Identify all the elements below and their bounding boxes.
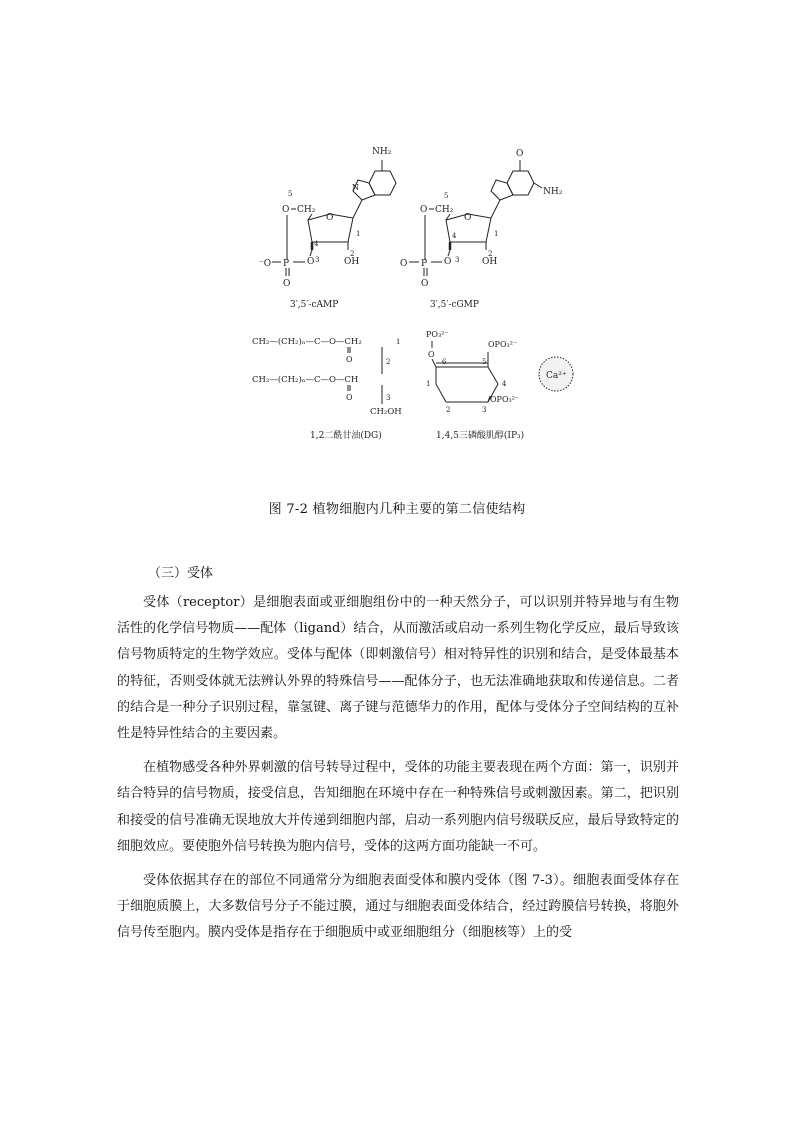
ip3-po3-right2: OPO₃²⁻ bbox=[490, 395, 520, 404]
structures-drawing bbox=[250, 138, 590, 456]
dg-n3: 3 bbox=[386, 394, 391, 402]
calcium-ion bbox=[539, 357, 573, 391]
cgmp-ring-o: O bbox=[464, 213, 472, 223]
cgmp-n4: 4 bbox=[452, 232, 457, 240]
camp-oh: OH bbox=[344, 257, 360, 267]
cgmp-ch2: CH₂ bbox=[435, 205, 454, 215]
camp-structure bbox=[259, 147, 396, 310]
cgmp-o3: O bbox=[444, 257, 452, 267]
cgmp-oh: OH bbox=[482, 257, 498, 267]
dg-n1: 1 bbox=[396, 338, 401, 346]
cgmp-nh2: NH₂ bbox=[543, 187, 563, 197]
ip3-n1: 1 bbox=[426, 380, 431, 388]
camp-label: 3′,5′-cAMP bbox=[290, 300, 339, 310]
camp-n5: 5 bbox=[288, 190, 293, 198]
paragraph-1: 受体（receptor）是细胞表面或亚细胞组份中的一种天然分子，可以识别并特异地与有生物活性的化学信号物质——配体（ligand）结合，从而激活或启动一系列生物化学反应，最后导致该信号物质特定的生物学效应。受体与配体（即刺激信号）相对特异性的识别和结合，是受体最基本的特征，否则受体就无法辨认外界的特殊信号——配体分子，也无法准确地获取和传递信息。二者的结合是一种分子识别过程，靠氢键、离子键与范德华力的作用，配体与受体分子空间结构的互补性是特异性结合的主要因素。 bbox=[117, 595, 679, 742]
camp-ch2: CH₂ bbox=[297, 205, 316, 215]
camp-n2: 2 bbox=[350, 250, 355, 258]
camp-ring-o: O bbox=[326, 213, 334, 223]
dg-n2: 2 bbox=[386, 358, 391, 366]
dg-structure bbox=[252, 336, 402, 441]
ip3-n5: 5 bbox=[482, 358, 487, 366]
cgmp-n1: 1 bbox=[494, 230, 499, 238]
camp-nh2: NH₂ bbox=[372, 147, 392, 157]
cgmp-carbonyl-o: O bbox=[516, 149, 524, 159]
camp-o3: O bbox=[307, 257, 315, 267]
cgmp-n5: 5 bbox=[444, 192, 449, 200]
camp-n1: 1 bbox=[356, 230, 361, 238]
cgmp-o5: O bbox=[420, 205, 428, 215]
dg-line2: CH₂—(CH₂)ₙ—C—O—CH bbox=[252, 375, 359, 385]
dg-o2: O bbox=[346, 393, 353, 402]
ip3-po3-right1: OPO₃²⁻ bbox=[488, 340, 518, 349]
camp-n-label: N bbox=[352, 183, 359, 192]
ip3-o: O bbox=[428, 350, 435, 359]
dg-label: 1,2二酰甘油(DG) bbox=[310, 431, 382, 441]
cgmp-structure bbox=[400, 149, 563, 310]
cgmp-n3: 3 bbox=[455, 256, 460, 264]
section-heading: （三）受体 bbox=[148, 566, 214, 581]
ip3-po3-top: PO₃²⁻ bbox=[426, 330, 449, 339]
cgmp-p: P bbox=[421, 259, 428, 269]
ip3-n4: 4 bbox=[502, 380, 507, 388]
camp-n4: 4 bbox=[314, 240, 319, 248]
ip3-n3: 3 bbox=[482, 406, 487, 414]
camp-p: P bbox=[283, 259, 290, 269]
cgmp-o-left: O bbox=[400, 259, 408, 269]
paragraph-2: 在植物感受各种外界刺激的信号转导过程中，受体的功能主要表现在两个方面：第一，识别并结合特异的信号物质，接受信息，告知细胞在环境中存在一种特殊信号或刺激因素。第二，把识别和接受的信号准确无误地放大并传递到细胞内部，启动一系列胞内信号级联反应，最后导致特定的细胞效应。要使胞外信号转换为胞内信号，受体的这两方面功能缺一不可。 bbox=[117, 760, 679, 854]
camp-o5: O bbox=[282, 205, 290, 215]
dg-line1: CH₂—(CH₂)ₙ—C—O—CH₂ bbox=[252, 337, 362, 347]
camp-o-double: O bbox=[283, 279, 291, 289]
second-messenger-figure bbox=[250, 138, 590, 456]
paragraph-3: 受体依据其存在的部位不同通常分为细胞表面受体和膜内受体（图 7-3）。细胞表面受体存在于细胞质膜上，大多数信号分子不能过膜，通过与细胞表面受体结合，经过跨膜信号转换，将胞外信号传至胞内。膜内受体是指存在于细胞质中或亚细胞组分（细胞核等）上的受 bbox=[117, 873, 679, 941]
camp-o-minus: ⁻O bbox=[259, 259, 272, 269]
ip3-label: 1,4,5三磷酸肌醇(IP₃) bbox=[436, 431, 525, 441]
ip3-n2: 2 bbox=[446, 406, 451, 414]
cgmp-label: 3′,5′-cGMP bbox=[430, 300, 479, 310]
dg-o1: O bbox=[346, 355, 353, 364]
cgmp-o-double: O bbox=[421, 279, 429, 289]
body-text bbox=[117, 590, 679, 947]
dg-ch2oh: CH₂OH bbox=[370, 407, 402, 417]
camp-n3: 3 bbox=[315, 256, 320, 264]
ip3-structure bbox=[426, 330, 524, 441]
cgmp-n2: 2 bbox=[488, 250, 493, 258]
figure-caption: 图 7-2 植物细胞内几种主要的第二信使结构 bbox=[268, 502, 526, 517]
calcium-label: Ca²⁺ bbox=[546, 371, 567, 381]
ip3-n6: 6 bbox=[442, 358, 447, 366]
